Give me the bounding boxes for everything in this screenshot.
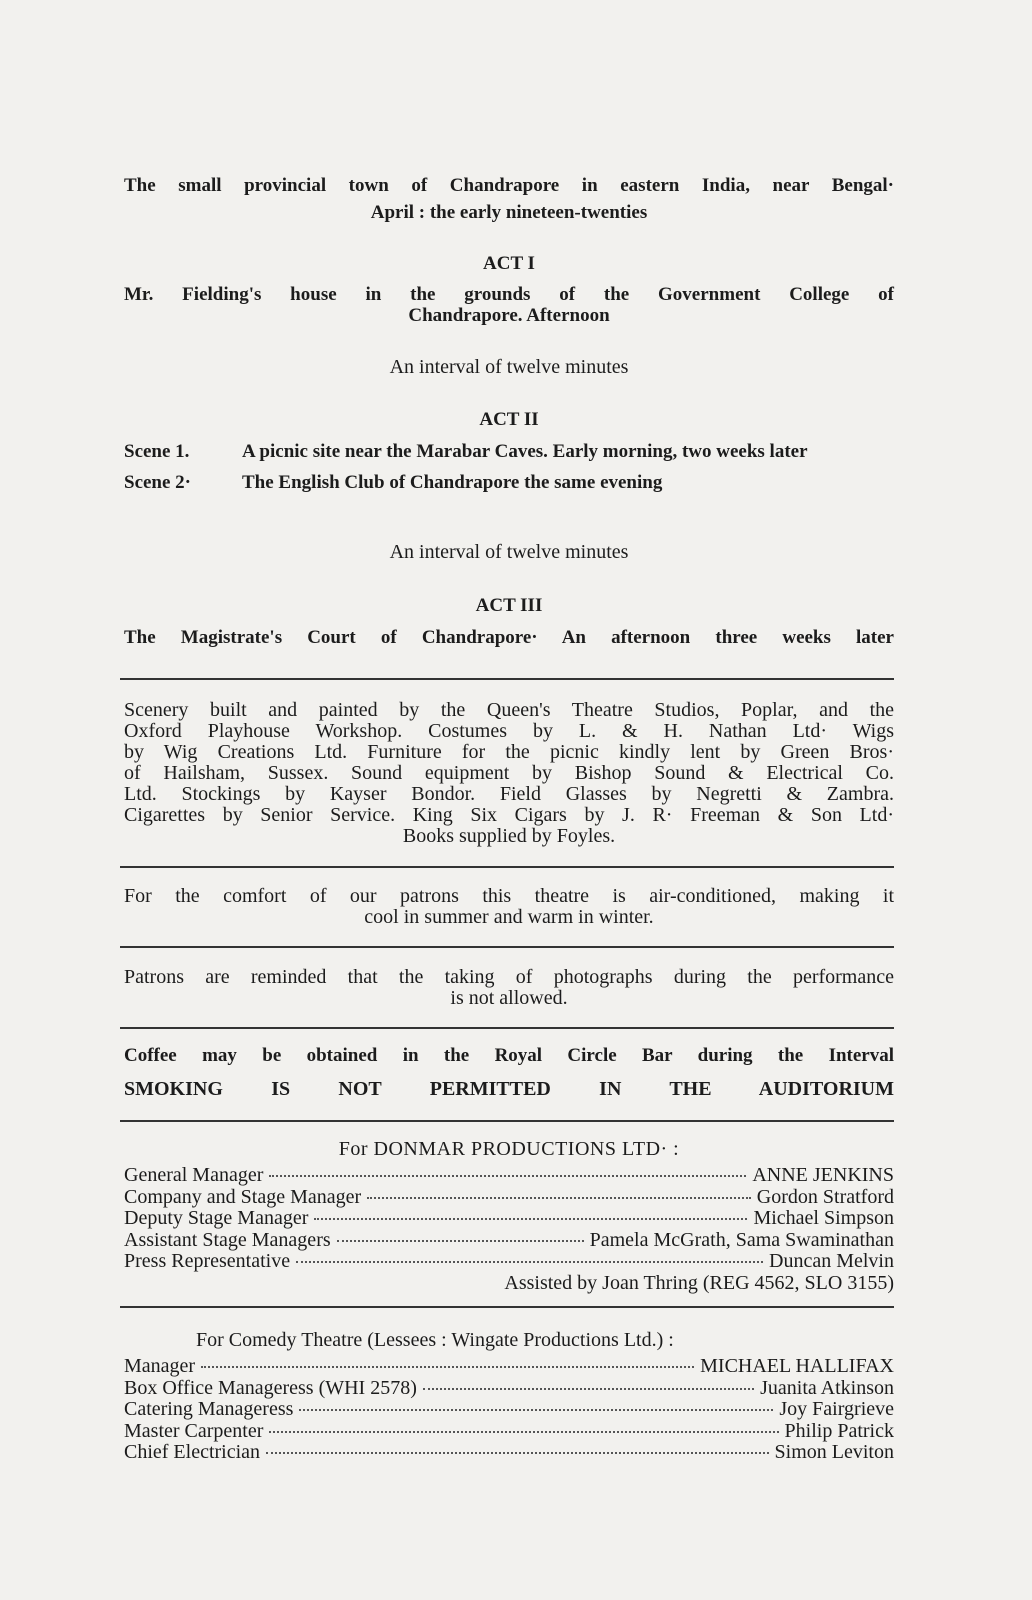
staff-role: Company and Stage Manager (124, 1185, 362, 1208)
credits (124, 700, 894, 847)
credits-line: Cigarettes by Senior Service. King Six Cigars by J. R· Freeman & Son Ltd· (124, 804, 894, 826)
setting (124, 175, 894, 223)
staff-role: Assistant Stage Managers (124, 1228, 331, 1251)
divider (120, 1027, 894, 1029)
staff-row (124, 1251, 894, 1273)
staff-role: Manager (124, 1355, 196, 1377)
divider (120, 866, 894, 868)
scene-2 (124, 472, 894, 493)
staff-row (124, 1378, 894, 1400)
divider (120, 678, 894, 680)
act1-title: ACT I (483, 253, 535, 274)
credits-line: of Hailsham, Sussex. Sound equipment by Bishop Sound & Electrical Co. (124, 762, 894, 784)
credits-line: Scenery built and painted by the Queen's Theatre Studios, Poplar, and the (124, 699, 894, 721)
photo-line-1: Patrons are reminded that the taking of photographs during the performance (124, 966, 894, 988)
credits-line: Ltd. Stockings by Kayser Bondor. Field Glasses by Negretti & Zambra. (124, 783, 894, 805)
dot-leader (269, 1431, 778, 1433)
staff-row (124, 1230, 894, 1252)
dot-leader (296, 1261, 763, 1263)
credits-line: Books supplied by Foyles. (402, 825, 616, 847)
setting-line-1: The small provincial town of Chandrapore in eastern India, near Bengal· (124, 175, 894, 196)
photo-notice (124, 967, 894, 1009)
dot-leader (423, 1388, 754, 1390)
scene-label: Scene 2· (124, 472, 192, 493)
staff-role: Master Carpenter (124, 1419, 264, 1442)
assisted-by: Assisted by Joan Thring (REG 4562, SLO 3155) (504, 1271, 894, 1294)
photo-line-2: is not allowed. (450, 987, 568, 1009)
comedy-staff (124, 1329, 894, 1464)
scene-text: A picnic site near the Marabar Caves. Early morning, two weeks later (242, 441, 808, 462)
comfort-notice (124, 886, 894, 928)
staff-role: General Manager (124, 1164, 264, 1186)
comfort-line-2: cool in summer and warm in winter. (364, 906, 654, 928)
scene-label: Scene 1. (124, 441, 190, 462)
staff-row (124, 1399, 894, 1421)
divider (120, 1120, 894, 1122)
scene-1 (124, 441, 894, 462)
staff-name: Philip Patrick (784, 1419, 894, 1442)
divider (120, 1306, 894, 1308)
donmar-staff (124, 1138, 894, 1294)
dot-leader (337, 1240, 584, 1242)
staff-role: Press Representative (124, 1250, 291, 1272)
staff-name: Joy Fairgrieve (779, 1398, 894, 1420)
dot-leader (266, 1452, 769, 1454)
staff-name: Simon Leviton (774, 1441, 894, 1463)
staff-row (124, 1421, 894, 1443)
act3-title: ACT III (475, 595, 543, 616)
credits-line: Oxford Playhouse Workshop. Costumes by L. & H. Nathan Ltd· Wigs (124, 720, 894, 742)
dot-leader (269, 1175, 746, 1177)
staff-name: Pamela McGrath, Sama Swaminathan (589, 1228, 894, 1251)
staff-role: Deputy Stage Manager (124, 1207, 309, 1229)
staff-role: Catering Manageress (124, 1398, 294, 1420)
staff-name: Duncan Melvin (769, 1250, 894, 1272)
act1-description (124, 284, 894, 326)
staff-name: Gordon Stratford (756, 1185, 894, 1208)
staff-role: Box Office Manageress (WHI 2578) (124, 1376, 417, 1399)
staff-row (124, 1187, 894, 1209)
divider (120, 946, 894, 948)
staff-role: Chief Electrician (124, 1441, 261, 1463)
staff-name: Michael Simpson (753, 1207, 894, 1229)
act1-desc-line-2: Chandrapore. Afternoon (408, 305, 610, 326)
staff-name: MICHAEL HALLIFAX (700, 1355, 894, 1377)
interval-2: An interval of twelve minutes (389, 541, 629, 563)
dot-leader (299, 1409, 773, 1411)
coffee-notice: Coffee may be obtained in the Royal Circle Bar during the Interval (124, 1045, 894, 1066)
act2-title: ACT II (479, 409, 539, 430)
staff-name: ANNE JENKINS (752, 1164, 894, 1186)
smoking-notice: SMOKING IS NOT PERMITTED IN THE AUDITORIUM (124, 1078, 894, 1100)
interval-1: An interval of twelve minutes (389, 356, 629, 378)
setting-line-2: April : the early nineteen-twenties (370, 202, 648, 223)
comedy-heading: For Comedy Theatre (Lessees : Wingate Productions Ltd.) : (196, 1329, 674, 1351)
act3-description: The Magistrate's Court of Chandrapore· An afternoon three weeks later (124, 627, 894, 648)
act2-scenes (124, 441, 894, 493)
dot-leader (201, 1366, 694, 1368)
credits-line: by Wig Creations Ltd. Furniture for the picnic kindly lent by Green Bros· (124, 741, 894, 763)
staff-row (124, 1165, 894, 1187)
act1-desc-line-1: Mr. Fielding's house in the grounds of the Government College of (124, 284, 894, 305)
staff-row (124, 1208, 894, 1230)
staff-row (124, 1442, 894, 1464)
dot-leader (367, 1197, 751, 1199)
staff-row (124, 1356, 894, 1378)
dot-leader (314, 1218, 747, 1220)
donmar-heading: For DONMAR PRODUCTIONS LTD· : (338, 1138, 680, 1160)
comfort-line-1: For the comfort of our patrons this theatre is air-conditioned, making it (124, 885, 894, 907)
scene-text: The English Club of Chandrapore the same evening (242, 472, 663, 493)
staff-name: Juanita Atkinson (760, 1376, 894, 1399)
